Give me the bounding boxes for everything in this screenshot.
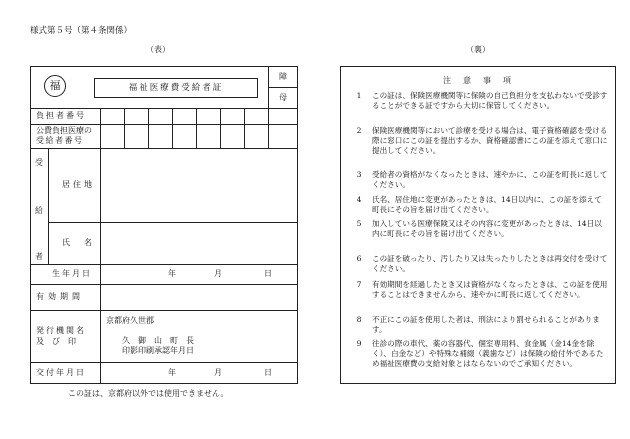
note-item [352, 170, 608, 190]
note-text: 保険医療機関等において診療を受ける場合は、電子資格確認を受ける際に窓口にこの証を提出するか、資格確認書にこの証を添えて窓口に提出してください。 [372, 126, 608, 155]
note-item [352, 126, 608, 156]
front-footer-note: この証は、京都府以外では使用できません。 [68, 389, 229, 398]
public-payer-label-2: 受給者番号 [36, 136, 84, 145]
recipient-vertical-2: 給 [35, 206, 43, 215]
note-number: 6 [356, 254, 362, 263]
note-item [352, 219, 608, 239]
payer-number-label: 負担者番号 [36, 111, 86, 120]
birth-day: 日 [264, 269, 272, 278]
card-title: 福祉医療費受給者証 [128, 83, 224, 93]
note-item [352, 91, 608, 111]
birth-year: 年 [168, 269, 176, 278]
side-top-label: 障 [279, 72, 287, 81]
issue-month: 月 [214, 368, 222, 377]
note-item [352, 315, 608, 335]
validity-label: 有効期間 [36, 292, 84, 301]
note-text: この証は、保険医療機関等に保険の自己負担分を支払わないで受診することができる証ですから大切に保管してください。 [372, 91, 608, 110]
front-label: （表） [146, 45, 170, 54]
note-number: 5 [356, 219, 362, 228]
recipient-vertical-1: 受 [35, 158, 43, 167]
note-text: 不正にこの証を使用した者は、刑法により罰せられることがあります。 [372, 315, 600, 334]
note-item [352, 339, 608, 369]
issuer-stamp-date: 印影印刷承認年月日 [122, 346, 194, 355]
public-payer-label-1: 公費負担医療の [36, 126, 92, 135]
note-item [352, 195, 608, 215]
note-number: 7 [356, 280, 362, 289]
note-text: 受給者の資格がなくなったときは、速やかに、この証を町長に返してください。 [372, 170, 608, 189]
note-text: 加入している医療保険又はその内容に変更があったときは、14日以内に町長にその旨を届け出てください。 [372, 219, 602, 238]
note-number: 4 [356, 195, 362, 204]
address-label: 居住地 [62, 180, 95, 189]
note-number: 9 [356, 339, 362, 348]
issuer-town: 久 御 山 町 長 [122, 336, 194, 345]
issue-year: 年 [168, 368, 176, 377]
birth-label: 生年月日 [52, 269, 92, 278]
issuer-label-2: 及 び 印 [36, 337, 76, 346]
note-text: この証を破ったり、汚したり又は失ったりしたときは再交付を受けてください。 [372, 254, 608, 273]
note-text: 氏名、居住地に変更があったときは、14日以内に、この証を添えて町長にその旨を届け出てください。 [372, 195, 602, 214]
issuer-label-1: 発行機関名 [36, 326, 86, 335]
note-item [352, 280, 608, 300]
note-number: 2 [356, 126, 362, 135]
issue-day: 日 [264, 368, 272, 377]
issuer-org: 京都府久世郡 [106, 316, 154, 325]
note-text: 往診の際の車代、薬の容器代、個室専用料、食金属（金14金を除く）、白金など）や特殊な補綴（義歯など）は保険の給付外であるため福祉医療費の支給対象とはならないのでご承知ください。 [372, 339, 604, 368]
note-number: 1 [356, 91, 362, 100]
name-label: 氏 名 [62, 238, 95, 247]
birth-month: 月 [214, 269, 222, 278]
note-number: 8 [356, 315, 362, 324]
seal-char: 福 [49, 79, 61, 92]
note-item [352, 254, 608, 274]
recipient-vertical-3: 者 [35, 252, 43, 261]
back-label: （裏） [466, 45, 490, 54]
note-number: 3 [356, 170, 362, 179]
side-bottom-label: 母 [279, 93, 287, 102]
notes-title: 注 意 事 項 [443, 76, 513, 85]
note-text: 有効期間を経過したとき又は資格がなくなったときは、この証を使用することはできませんから、速やかに町長に返してください。 [372, 280, 608, 299]
issue-date-label: 交付年月日 [36, 368, 86, 377]
form-number: 様式第５号（第４条関係） [30, 26, 133, 36]
